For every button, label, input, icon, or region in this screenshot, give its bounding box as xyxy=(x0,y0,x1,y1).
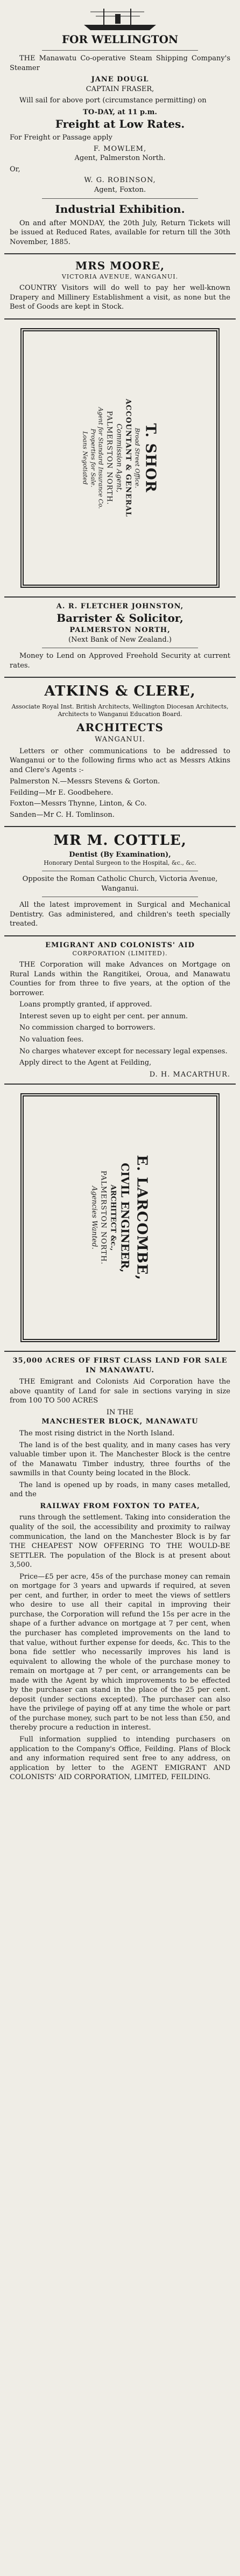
emigrant-heading: EMIGRANT AND COLONISTS' AID xyxy=(45,941,195,949)
shipping-heading: FOR WELLINGTON xyxy=(61,33,179,46)
shor-ad xyxy=(4,320,236,598)
land-p1: THE Emigrant and Colonists Aid Corporation have the above quantity of Land for sale in sections varying in size from 100 TO 500 ACRES xyxy=(10,1378,230,1405)
atkins-town: WANGANUI. xyxy=(95,735,145,744)
atkins-agent2: Feilding—Mr E. Goodbehere. xyxy=(10,788,114,797)
johnston-name: A. R. FLETCHER JOHNSTON, xyxy=(56,602,184,610)
cottle-name: MR M. COTTLE, xyxy=(53,832,187,849)
emigrant-p7: Apply direct to the Agent at Feilding, xyxy=(19,1059,152,1067)
shor-line2: PALMERSTON NORTH. xyxy=(105,411,114,505)
emigrant-p5: No valuation fees. xyxy=(19,1036,84,1044)
moore-name: MRS MOORE, xyxy=(75,259,165,273)
cottle-title: Dentist (By Examination), xyxy=(69,850,171,859)
land-p4: The land is opened up by roads, in many cases metalled, and the xyxy=(10,1481,230,1499)
exhibition-body: On and after MONDAY, the 20th July, Return Tickets will be issued at Reduced Rates, available for return till the 30th November, 1885. xyxy=(10,219,230,246)
shipping-intro: THE Manawatu Co-operative Steam Shipping Company's Steamer xyxy=(10,54,230,72)
larcombe-line2: PALMERSTON NORTH. xyxy=(99,1170,108,1265)
shor-rotated-text xyxy=(80,339,159,577)
larcombe-line1: ARCHITECT &c., xyxy=(109,1184,117,1251)
emigrant-p3: Interest seven up to eight per cent. per annum. xyxy=(19,1012,188,1020)
steamer-icon xyxy=(80,6,160,32)
larcombe-box xyxy=(20,1093,220,1342)
shor-line3: Agent for Standard Insurance Co. xyxy=(97,407,104,509)
sail-date: TO-DAY, at 11 p.m. xyxy=(83,108,157,116)
moore-ad xyxy=(4,254,236,319)
atkins-ad xyxy=(4,678,236,827)
shor-side: Broad Street Office. xyxy=(133,427,141,488)
emigrant-p1: THE Corporation will make Advances on Mortgage on Rural Lands within the Rangitikei, Oroua, and Manawatu Counties for from three to five years, at the option of the borrower. xyxy=(10,961,230,997)
larcombe-rotated-text xyxy=(89,1105,151,1331)
vessel-name: JANE DOUGL xyxy=(91,75,149,84)
cottle-address: Opposite the Roman Catholic Church, Victoria Avenue, Wanganui. xyxy=(22,875,218,893)
johnston-body: Money to Lend on Approved Freehold Security at current rates. xyxy=(10,652,230,670)
atkins-title: ARCHITECTS xyxy=(76,721,164,734)
agent2-name: W. G. ROBINSON, xyxy=(84,176,156,185)
emigrant-sub: CORPORATION (LIMITED). xyxy=(72,950,168,957)
emigrant-p4: No commission charged to borrowers. xyxy=(19,1024,156,1032)
cottle-body: All the latest improvement in Surgical and Mechanical Dentistry. Gas administered, and children's teeth specially treated. xyxy=(10,901,230,928)
shor-line5: Loans Negotiated xyxy=(81,431,89,485)
johnston-address: (Next Bank of New Zealand.) xyxy=(68,635,172,644)
emigrant-agent: D. H. MACARTHUR. xyxy=(149,1070,230,1079)
larcombe-title: CIVIL ENGINEER, xyxy=(118,1163,132,1273)
agent1-place: Agent, Palmerston North. xyxy=(74,154,166,163)
land-heading: 35,000 ACRES OF FIRST CLASS LAND FOR SALE IN MANAWATU. xyxy=(12,1357,228,1374)
passage-text: For Freight or Passage apply xyxy=(10,134,112,142)
johnston-title: Barrister & Solicitor, xyxy=(57,612,183,625)
divider xyxy=(42,198,198,199)
land-block: MANCHESTER BLOCK, MANAWATU xyxy=(41,1418,199,1426)
johnston-ad xyxy=(4,598,236,678)
land-p5: runs through the settlement. Taking into consideration the quality of the soil, the accessibility and proximity to railway communication, the land on the Manchester Block is by far THE CHEAPEST NOW OFFERING TO THE WOULD-BE SETTLER. The population of the Block is at present about 3,500. xyxy=(10,1513,230,1570)
shipping-ad xyxy=(4,2,236,254)
divider xyxy=(42,50,198,51)
captain-name: CAPTAIN FRASER, xyxy=(86,85,154,93)
land-p3: The land is of the best quality, and in many cases has very valuable timber upon it. The Manchester Block is the centre of the Manawatu Timber industry, three fourths of the sawmills in that County being located in the Block. xyxy=(10,1441,230,1478)
land-p2: The most rising district in the North Island. xyxy=(19,1429,175,1438)
johnston-town: PALMERSTON NORTH, xyxy=(69,626,171,635)
newspaper-column xyxy=(4,0,236,1789)
land-p7: Full information supplied to intending purchasers on application to the Company's Office, Feilding. Plans of Block and any information required sent free to any address, on application by letter to the AGENT EMIGRANT AND COLONISTS' AID CORPORATION, LIMITED, FEILDING. xyxy=(10,1735,230,1782)
freight-heading: Freight at Low Rates. xyxy=(55,117,185,131)
land-ad xyxy=(4,1352,236,1789)
shor-title: ACCOUNTANT & GENERAL xyxy=(124,398,132,517)
emigrant-p6: No charges whatever except for necessary legal expenses. xyxy=(19,1047,228,1056)
larcombe-ad xyxy=(4,1085,236,1352)
emigrant-p2: Loans promptly granted, if approved. xyxy=(19,1001,152,1009)
larcombe-line3: Agencies Wanted. xyxy=(90,1186,98,1249)
atkins-agent4: Sanden—Mr C. H. Tomlinson. xyxy=(10,811,115,820)
atkins-assoc: Associate Royal Inst. British Architects, Wellington Diocesan Architects, Architects to Wanganui Education Board. xyxy=(11,703,229,718)
cottle-hon: Honorary Dental Surgeon to the Hospital, &c., &c. xyxy=(44,859,196,867)
atkins-agent1: Palmerston N.—Messrs Stevens & Gorton. xyxy=(10,777,160,786)
atkins-agent3: Foxton—Messrs Thynne, Linton, & Co. xyxy=(10,800,147,808)
shor-line1: Commission Agent, xyxy=(115,423,123,492)
agent1-name: F. MOWLEM, xyxy=(93,144,147,153)
shor-name: T. SHOR xyxy=(142,423,159,493)
shor-box xyxy=(20,328,220,588)
sail-text: Will sail for above port (circumstance permitting) on xyxy=(19,96,207,105)
moore-address: VICTORIA AVENUE, WANGANUI. xyxy=(61,273,179,281)
shor-line4: Properties for Sale. xyxy=(89,428,97,488)
agent2-place: Agent, Foxton. xyxy=(94,186,146,195)
emigrant-ad xyxy=(4,936,236,1085)
or-text: Or, xyxy=(10,165,20,173)
land-railway: RAILWAY FROM FOXTON TO PATEA, xyxy=(40,1502,200,1510)
land-in: IN THE xyxy=(106,1408,134,1417)
cottle-ad xyxy=(4,827,236,936)
exhibition-heading: Industrial Exhibition. xyxy=(55,202,185,216)
larcombe-name: E. LARCOMBE, xyxy=(133,1155,150,1281)
moore-body: COUNTRY Visitors will do well to pay her well-known Drapery and Millinery Establishment a visit, as none but the Best of Goods are kept in Stock. xyxy=(10,284,230,311)
atkins-name: ATKINS & CLERE, xyxy=(44,683,196,700)
atkins-body: Letters or other communications to be addressed to Wanganui or to the following firms who act as Messrs Atkins and Clere's Agents :- xyxy=(10,747,230,774)
land-p6: Price—£5 per acre, 45s of the purchase money can remain on mortgage for 3 years and upwards if required, at seven per cent, and further, in order to meet the views of settlers who desire to use all their capital in improving their purchase, the Corporation will refund the 15s per acre in the shape of a further advance on mortgage at 7 per cent, when the purchaser has completed improvements on the land to that value, without further expense for deeds, &c. This to the bona fide settler who necessarily improves his land is equivalent to allowing the whole of the purchase money to remain on mortgage at 7 per cent, or arrangements can be made with the Agent by which improvements to be effected by the purchaser can stand in the place of the 25 per cent. deposit (under sections excepted). The purchaser can also have the privilege of paying off at any time the whole or part of the purchase money, such part to be not less than £50, and thereby procure a reduction in interest. xyxy=(10,1572,230,1732)
